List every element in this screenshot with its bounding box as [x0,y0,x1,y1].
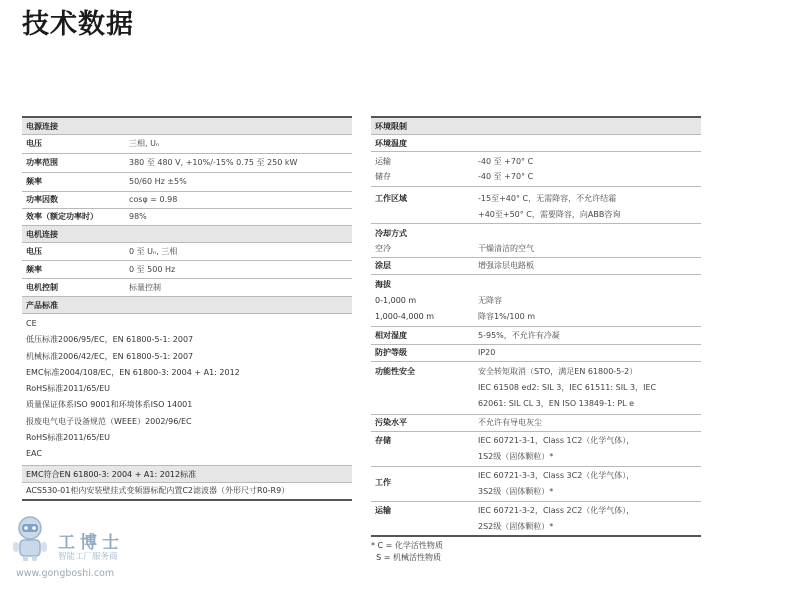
spec-label: 空冷 [375,244,391,253]
section-product-standards: 产品标准 [22,297,352,314]
spec-label: 电压 [26,139,42,148]
spec-label: 频率 [26,265,42,274]
spec-value [478,433,634,465]
spec-value: IP20 [478,348,496,357]
list-item: 报废电气电子设备规范（WEEE）2002/96/EC [26,416,192,426]
spec-value: 50/60 Hz ±5% [129,177,187,186]
spec-label: 功率因数 [26,195,58,204]
spec-value-line: 2S2级（固体颗粒）* [478,522,554,531]
spec-row [22,135,352,154]
spec-value: 98% [129,212,147,221]
spec-value-line: 3S2级（固体颗粒）* [478,487,554,496]
spec-label: 电压 [26,247,42,256]
footnote: S = 机械活性物质 [371,553,441,562]
spec-row-operation [371,467,701,502]
spec-value: 0 至 Uₙ, 三相 [129,247,178,256]
spec-value: 无降容 [478,296,502,305]
watermark-name: 工博士 [58,533,124,553]
footnotes [371,540,443,564]
spec-label: 相对湿度 [375,331,407,340]
spec-row-ambient [371,152,701,187]
spec-row-coating [371,258,701,275]
spec-value-line: -15至+40° C，无需降容，不允许结霜 [478,194,617,203]
spec-label: 工作区域 [375,194,407,203]
list-item: 质量保证体系ISO 9001和环境体系ISO 14001 [26,400,193,410]
spec-row-pollution [371,415,701,432]
watermark [6,510,176,580]
list-item: EMC标准2004/108/EC，EN 61800-3: 2004 + A1: 2012 [26,367,240,377]
spec-label: 功能性安全 [375,367,415,376]
spec-value-line: +40至+50° C，需要降容，向ABB咨询 [478,210,621,219]
spec-value [478,468,634,500]
spec-label: 防护等级 [375,348,407,357]
list-item: 低压标准2006/95/EC，EN 61800-5-1: 2007 [26,335,194,345]
section-power-connection: 电源连接 [22,118,352,135]
spec-label: 功率范围 [26,158,58,167]
spec-value: 380 至 480 V, +10%/-15% 0.75 至 250 kW [129,158,298,167]
spec-header: 海拔 [375,280,391,289]
spec-row [22,209,352,226]
standards-list [22,314,352,466]
spec-row [22,279,352,297]
spec-row-work-area [371,187,701,224]
spec-value [478,503,634,535]
spec-label: 工作 [375,478,391,487]
spec-row [22,154,352,173]
spec-label: 储存 [375,172,391,181]
spec-value-line: 1S2级（固体颗粒）* [478,452,554,461]
spec-label: 电机控制 [26,283,58,292]
spec-value: 增强涂层电路板 [478,261,534,270]
watermark-subtitle: 智能工厂服务商 [58,552,118,562]
spec-value: 不允许有导电灰尘 [478,418,542,427]
spec-value: -40 至 +70° C [478,172,534,181]
spec-row [22,192,352,209]
spec-header: 冷却方式 [375,229,407,238]
list-item: RoHS标准2011/65/EU [26,384,111,394]
subsection-ambient-temperature: 环境温度 [371,135,701,152]
spec-label: 频率 [26,177,42,186]
footnote: * C = 化学活性物质 [371,541,443,550]
spec-value: 0 至 500 Hz [129,265,176,274]
spec-row-functional-safety [371,362,701,415]
spec-value: 干燥清洁的空气 [478,244,534,253]
spec-label: 0-1,000 m [375,296,417,305]
section-motor-connection: 电机连接 [22,226,352,243]
spec-value [478,364,656,412]
right-column [371,116,701,537]
spec-value-line: IEC 60721-3-1，Class 1C2（化学气体）， [478,436,635,445]
left-column [22,116,352,501]
list-item: EAC [26,449,42,459]
spec-value: cosφ = 0.98 [129,195,178,204]
spec-label: 运输 [375,506,391,515]
list-item: RoHS标准2011/65/EU [26,433,111,443]
spec-row-altitude [371,275,701,327]
section-environment: 环境限制 [371,118,701,135]
spec-value: 降容1%/100 m [478,312,535,321]
spec-row-transport [371,502,701,537]
spec-label: 存储 [375,436,391,445]
spec-row [22,243,352,261]
section-emc: EMC符合EN 61800-3: 2004 + A1: 2012标准 [22,466,352,483]
spec-value [478,191,620,223]
spec-row-humidity [371,327,701,345]
spec-label: 1,000-4,000 m [375,312,435,321]
spec-row-cooling [371,224,701,258]
list-item: CE [26,319,37,328]
spec-label: 污染水平 [375,418,407,427]
spec-row [22,173,352,192]
spec-value-line: 安全转矩取消（STO，满足EN 61800-5-2） [478,367,638,376]
spec-value: -40 至 +70° C [478,157,534,166]
spec-value-line: 62061: SIL CL 3，EN ISO 13849-1: PL e [478,399,635,408]
list-item: 机械标准2006/42/EC，EN 61800-5-1: 2007 [26,351,194,361]
page-title: 技术数据 [22,9,134,40]
spec-row-protection [371,345,701,362]
spec-value-line: IEC 60721-3-2，Class 2C2（化学气体）， [478,506,635,515]
spec-value-line: IEC 60721-3-3，Class 3C2（化学气体）， [478,471,635,480]
spec-label: 运输 [375,157,391,166]
spec-value: 5-95%，不允许有冷凝 [478,331,560,340]
watermark-url: www.gongboshi.com [16,568,115,579]
emc-row-text: ACS530-01柜内安装壁挂式变频器标配内置C2滤波器（外形尺寸R0-R9） [26,485,290,495]
spec-label: 涂层 [375,261,391,270]
emc-row [22,483,352,501]
spec-row-storage [371,432,701,467]
spec-value: 三相, Uₙ [129,139,160,148]
spec-value: 标量控制 [129,283,161,292]
spec-row [22,261,352,279]
robot-mascot-icon [10,514,50,562]
spec-label: 效率（额定功率时） [26,212,98,221]
spec-value-line: IEC 61508 ed2: SIL 3，IEC 61511: SIL 3，IEC [478,383,657,392]
